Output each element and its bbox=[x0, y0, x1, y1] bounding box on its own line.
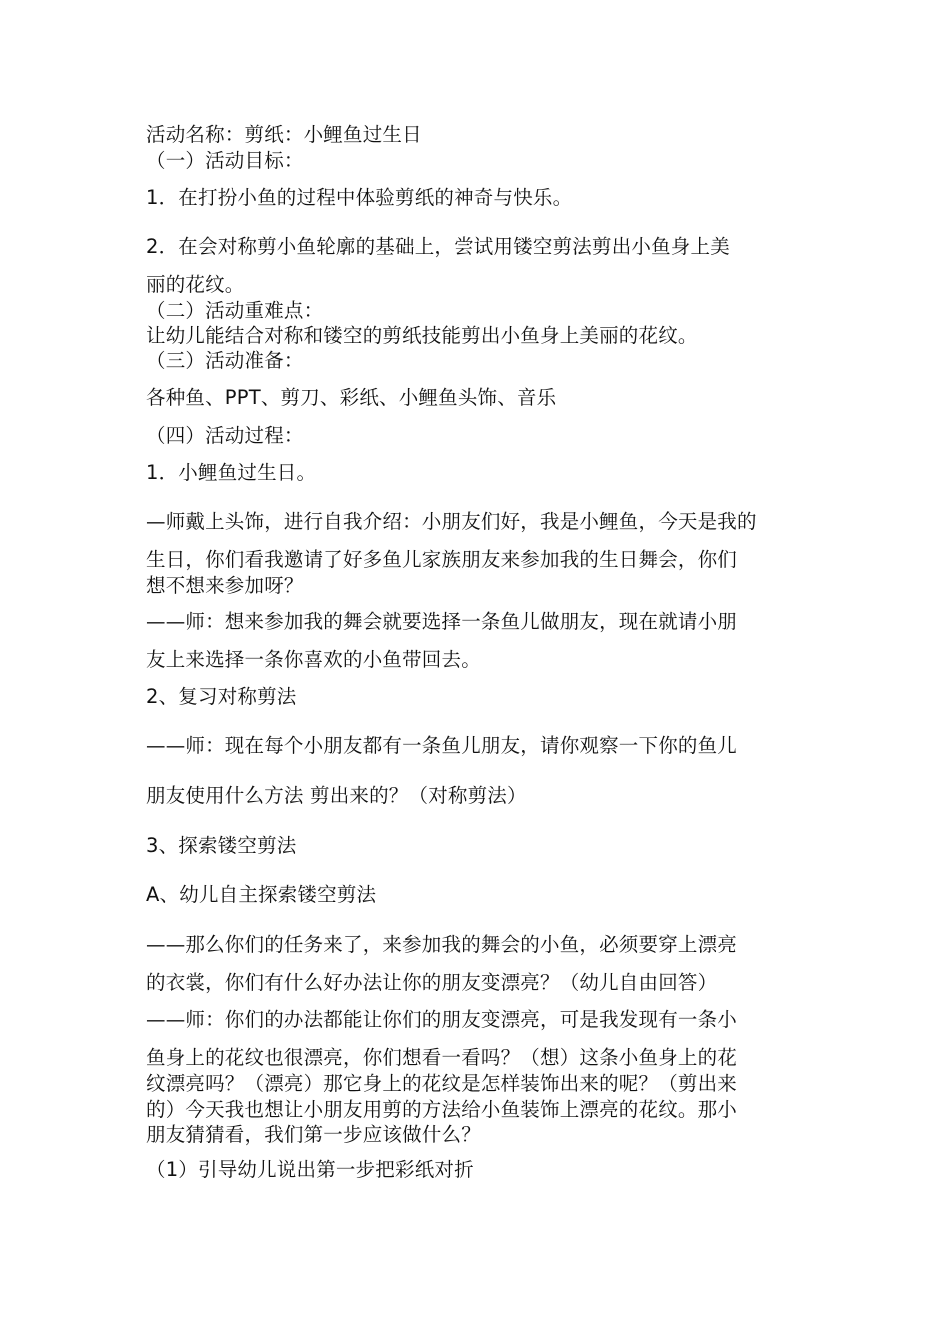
paragraph-line: 生日，你们看我邀请了好多鱼儿家族朋友来参加我的生日舞会，你们 bbox=[146, 548, 738, 571]
paragraph-line: 朋友猜猜看，我们第一步应该做什么？ bbox=[146, 1123, 481, 1146]
sub-step-1: （1）引导幼儿说出第一步把彩纸对折 bbox=[146, 1158, 474, 1181]
sub-step-a: A、幼儿自主探索镂空剪法 bbox=[146, 883, 377, 906]
paragraph-line: 纹漂亮吗？（漂亮）那它身上的花纹是怎样装饰出来的呢？（剪出来 bbox=[146, 1072, 738, 1095]
preparation-text: 各种鱼、PPT、剪刀、彩纸、小鲤鱼头饰、音乐 bbox=[146, 386, 557, 409]
section-heading-key-points: （二）活动重难点： bbox=[146, 299, 324, 322]
section-heading-goals: （一）活动目标： bbox=[146, 149, 304, 172]
paragraph-line: 的衣裳，你们有什么好办法让你的朋友变漂亮？（幼儿自由回答） bbox=[146, 971, 718, 994]
paragraph-line: ——师：现在每个小朋友都有一条鱼儿朋友，请你观察一下你的鱼儿 bbox=[146, 734, 738, 757]
section-heading-process: （四）活动过程： bbox=[146, 424, 304, 447]
process-step-3: 3、探索镂空剪法 bbox=[146, 834, 297, 857]
paragraph-line: 鱼身上的花纹也很漂亮，你们想看一看吗？（想）这条小鱼身上的花 bbox=[146, 1046, 738, 1069]
activity-title: 活动名称：剪纸：小鲤鱼过生日 bbox=[146, 123, 422, 146]
paragraph-line: ——师：想来参加我的舞会就要选择一条鱼儿做朋友，现在就请小朋 bbox=[146, 610, 738, 633]
paragraph-line: 朋友使用什么方法 剪出来的？（对称剪法） bbox=[146, 784, 527, 807]
goal-item-2-line-2: 丽的花纹。 bbox=[146, 273, 245, 296]
process-step-2: 2、复习对称剪法 bbox=[146, 685, 297, 708]
paragraph-line: 友上来选择一条你喜欢的小鱼带回去。 bbox=[146, 648, 481, 671]
goal-item-1: 1．在打扮小鱼的过程中体验剪纸的神奇与快乐。 bbox=[146, 186, 573, 209]
paragraph-line: —师戴上头饰，进行自我介绍：小朋友们好，我是小鲤鱼，今天是我的 bbox=[146, 510, 757, 533]
paragraph-line: 想不想来参加呀？ bbox=[146, 574, 304, 597]
process-step-1: 1．小鲤鱼过生日。 bbox=[146, 461, 317, 484]
section-heading-preparation: （三）活动准备： bbox=[146, 349, 304, 372]
paragraph-line: ——师：你们的办法都能让你们的朋友变漂亮，可是我发现有一条小 bbox=[146, 1008, 738, 1031]
paragraph-line: ——那么你们的任务来了，来参加我的舞会的小鱼，必须要穿上漂亮 bbox=[146, 933, 738, 956]
goal-item-2-line-1: 2．在会对称剪小鱼轮廓的基础上，尝试用镂空剪法剪出小鱼身上美 bbox=[146, 235, 730, 258]
paragraph-line: 的）今天我也想让小朋友用剪的方法给小鱼装饰上漂亮的花纹。那小 bbox=[146, 1098, 738, 1121]
key-points-text: 让幼儿能结合对称和镂空的剪纸技能剪出小鱼身上美丽的花纹。 bbox=[146, 324, 698, 347]
